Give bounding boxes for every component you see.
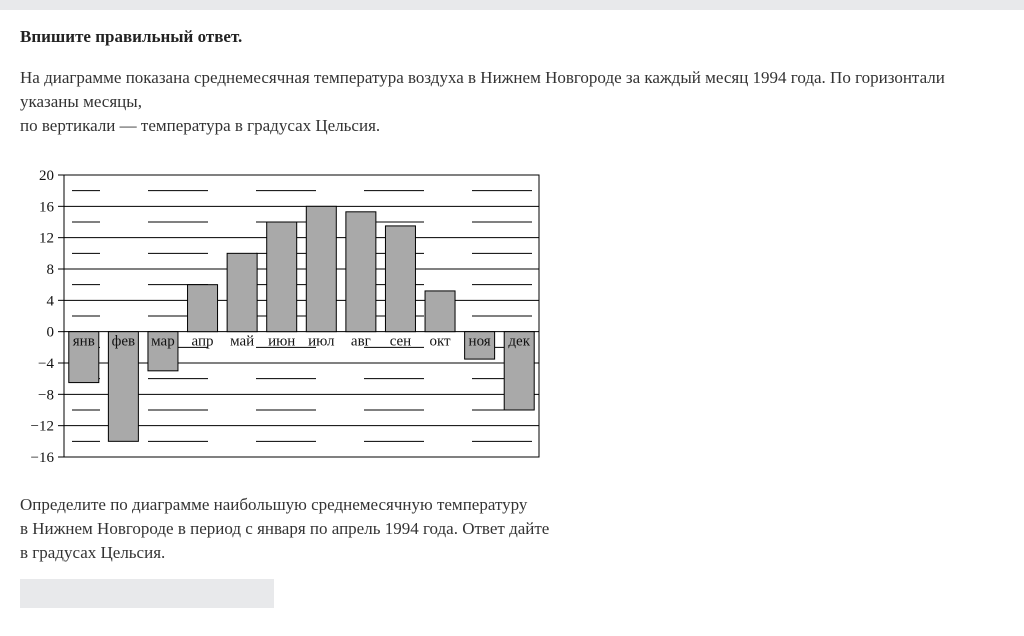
bar-окт [425, 291, 455, 332]
bar-сен [385, 226, 415, 332]
month-label: сен [389, 333, 412, 350]
bar-июн [267, 222, 297, 332]
month-label: май [230, 333, 255, 350]
description-line: указаны месяцы, [20, 92, 142, 111]
question-line: Определите по диаграмме наибольшую среднемесячную температуру [20, 495, 528, 514]
description-line: На диаграмме показана среднемесячная температура воздуха в Нижнем Новгороде за каждый месяц 1994 года. По горизонтали [20, 68, 945, 87]
month-label: ноя [468, 333, 491, 350]
task-heading: Впишите правильный ответ. [20, 27, 243, 46]
y-tick-label: 4 [46, 293, 54, 310]
month-label: апр [191, 333, 214, 350]
temperature-bar-chart [0, 160, 560, 470]
month-label: фев [111, 333, 136, 350]
description-line: по вертикали — температура в градусах Цельсия. [20, 116, 381, 135]
answer-input[interactable] [20, 579, 274, 608]
y-tick-label: −4 [38, 356, 54, 372]
y-tick-label: −12 [30, 418, 54, 435]
month-label: окт [429, 333, 451, 350]
month-label: июн [268, 333, 296, 350]
bars [69, 206, 534, 441]
y-axis-labels [31, 168, 55, 466]
y-tick-label: 12 [39, 230, 54, 247]
y-tick-label: −16 [30, 450, 54, 466]
bar-авг [346, 212, 376, 332]
month-label: июл [308, 333, 335, 350]
bar-апр [188, 285, 218, 332]
bar-июл [306, 206, 336, 331]
task-description [20, 66, 1010, 138]
month-label: янв [72, 333, 95, 350]
y-tick-label: 16 [39, 199, 54, 216]
month-label: авг [350, 333, 371, 350]
question-line: в Нижнем Новгороде в период с января по апрель 1994 года. Ответ дайте [20, 519, 550, 538]
y-tick-label: 20 [39, 168, 54, 184]
top-bar [0, 0, 1024, 10]
y-tick-label: −8 [38, 387, 54, 404]
y-tick-label: 8 [46, 262, 54, 278]
month-label: дек [508, 333, 530, 350]
y-tick-label: 0 [46, 324, 54, 341]
month-label: мар [151, 333, 175, 350]
question-line: в градусах Цельсия. [20, 543, 166, 562]
question-text [20, 493, 640, 565]
bar-май [227, 253, 257, 331]
